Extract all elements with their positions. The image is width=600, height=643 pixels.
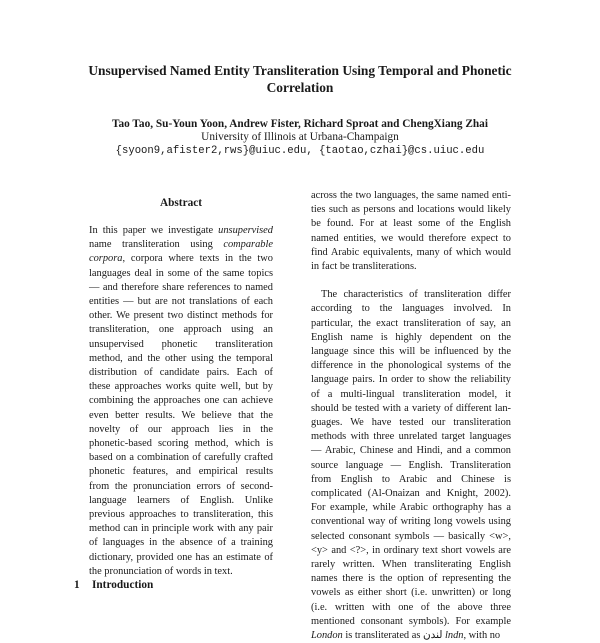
abstract-emphasis: comparable corpora	[89, 239, 273, 265]
paragraph-text-part: , with no	[463, 630, 501, 642]
paragraph-text-part: The characteristics of transliteration differ according to the languages involved. In particular, the exact transliteration of say, an English name is highly dependent on the language since this will be influenced by the difference in the phonological systems of the language pairs. In order to show the reliability of a multi-lingual transliteration model, it should be tested with a variety of different languages. We have tested our transliteration methods with three unrelated target languages — Arabic, Chinese and Hindi, and a common source language — English. Transliteration from English to Arabic and Chinese is complicated (Al-Onaizan and Knight, 2002). For example, while Arabic orthography has a conventional way of writing long vowels using selected consonant symbols — basically <w>, <y> and <?>, in ordinary text short vowels are rarely written. When transliterating English names there is the option of representing the vowels as either short (i.e. unwritten) or long (i.e. written with one of the above three mentioned consonant symbols). For example	[311, 289, 511, 627]
author-list: Tao Tao, Su-Youn Yoon, Andrew Fister, Richard Sproat and ChengXiang Zhai	[112, 118, 488, 130]
paper-title: Unsupervised Named Entity Transliteration Using Temporal and Phonetic Correlation	[88, 63, 512, 95]
body-paragraph: across the two languages, the same named entities such as persons and locations would likely be found. For at least some of the English named entities, we would therefore expect to find Arabic equivalents, many of which would in fact be transliterations.	[311, 190, 511, 273]
paragraph-text-part: is transliterated as لندن	[342, 630, 445, 642]
abstract-text	[89, 224, 273, 579]
paragraph-emphasis: lndn	[444, 630, 464, 642]
body-paragraph	[311, 288, 511, 643]
paragraph-emphasis: London	[311, 630, 343, 642]
affiliation: University of Illinois at Urbana-Champaign	[201, 131, 399, 143]
left-column	[89, 196, 273, 579]
abstract-text-part: In this paper we investigate	[89, 225, 219, 236]
abstract-heading: Abstract	[159, 197, 203, 209]
section-title: Introduction	[92, 579, 154, 591]
section-heading-introduction	[74, 578, 153, 592]
section-number: 1	[74, 579, 80, 591]
abstract-emphasis: unsupervised	[218, 225, 273, 236]
abstract-text-part: , corpora where texts in the two languages deal in some of the same topics — and therefore share references to named entities — but are not translations of each other. We present two distinct methods for transliteration, one approach using an unsupervised phonetic transliteration method, and the other using the temporal distribution of candidate pairs. Each of these approaches works quite well, but by combining the approaches one can achieve even better results. We believe that the novelty of our approach lies in the phonetic-based scoring method, which is based on a combination of carefully crafted phonetic features, and empirical results from the pronunciation errors of second-language learners of English. Unlike previous approaches to transliteration, this method can in principle work with any pair of languages in the absence of a training dictionary, provided one has an estimate of the pronunciation of words in text.	[89, 253, 273, 577]
abstract-text-part: name transliteration using	[89, 239, 224, 251]
right-column	[311, 189, 511, 643]
author-emails: {syoon9,afister2,rws}@uiuc.edu, {taotao,czhai}@cs.uiuc.edu	[115, 145, 485, 157]
